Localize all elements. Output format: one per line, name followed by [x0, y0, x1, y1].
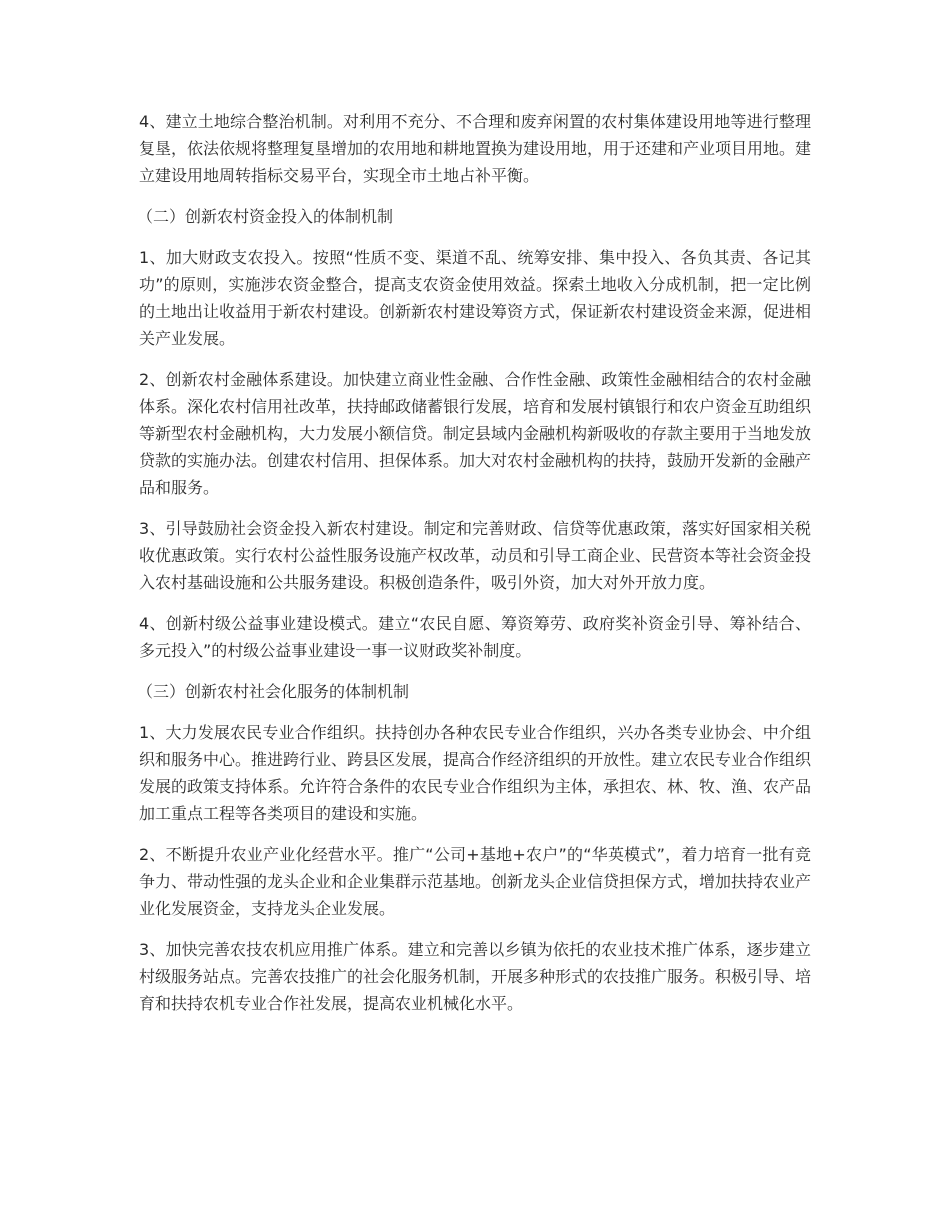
paragraph-cooperatives: 1、大力发展农民专业合作组织。扶持创办各种农民专业合作组织，兴办各类专业协会、中介组织和服务中心。推进跨行业、跨县区发展，提高合作经济组织的开放性。建立农民专业合作组织发展的政策支持体系。允许符合条件的农民专业合作组织为主体，承担农、林、牧、渔、农产品加工重点工程等各类项目的建设和实施。 — [139, 723, 812, 823]
paragraph-industrialization: 2、不断提升农业产业化经营水平。推广“公司+基地+农户”的“华英模式”，着力培育一批有竞争力、带动性强的龙头企业和企业集群示范基地。创新龙头企业信贷担保方式，增加扶持农业产业化发展资金，支持龙头企业发展。 — [139, 845, 812, 918]
paragraph-land-consolidation: 4、建立土地综合整治机制。对利用不充分、不合理和废弃闲置的农村集体建设用地等进行整理复垦，依法依规将整理复垦增加的农用地和耕地置换为建设用地，用于还建和产业项目用地。建立建设用地周转指标交易平台，实现全市土地占补平衡。 — [139, 112, 812, 185]
document-body — [139, 108, 811, 1031]
paragraph-agri-tech: 3、加快完善农技农机应用推广体系。建立和完善以乡镇为依托的农业技术推广体系，逐步建立村级服务站点。完善农技推广的社会化服务机制，开展多种形式的农技推广服务。积极引导、培育和扶持农机专业合作社发展，提高农业机械化水平。 — [139, 940, 812, 1013]
section-heading-services: （三）创新农村社会化服务的体制机制 — [137, 682, 410, 701]
paragraph-fiscal-investment: 1、加大财政支农投入。按照“性质不变、渠道不乱、统筹安排、集中投入、各负其责、各记其功”的原则，实施涉农资金整合，提高支农资金使用效益。探索土地收入分成机制，把一定比例的土地出让收益用于新农村建设。创新新农村建设筹资方式，保证新农村建设资金来源，促进相关产业发展。 — [139, 248, 812, 348]
paragraph-public-welfare: 4、创新村级公益事业建设模式。建立“农民自愿、筹资筹劳、政府奖补资金引导、筹补结合、多元投入”的村级公益事业建设一事一议财政奖补制度。 — [139, 614, 811, 660]
paragraph-rural-finance: 2、创新农村金融体系建设。加快建立商业性金融、合作性金融、政策性金融相结合的农村金融体系。深化农村信用社改革，扶持邮政储蓄银行发展，培育和发展村镇银行和农户资金互助组织等新型农村金融机构，大力发展小额信贷。制定县域内金融机构新吸收的存款主要用于当地发放贷款的实施办法。创建农村信用、担保体系。加大对农村金融机构的扶持，鼓励开发新的金融产品和服务。 — [139, 370, 812, 497]
paragraph-social-capital: 3、引导鼓励社会资金投入新农村建设。制定和完善财政、信贷等优惠政策，落实好国家相关税收优惠政策。实行农村公益性服务设施产权改革，动员和引导工商企业、民营资本等社会资金投入农村基础设施和公共服务建设。积极创造条件，吸引外资，加大对外开放力度。 — [139, 519, 812, 592]
section-heading-funding: （二）创新农村资金投入的体制机制 — [137, 207, 394, 226]
